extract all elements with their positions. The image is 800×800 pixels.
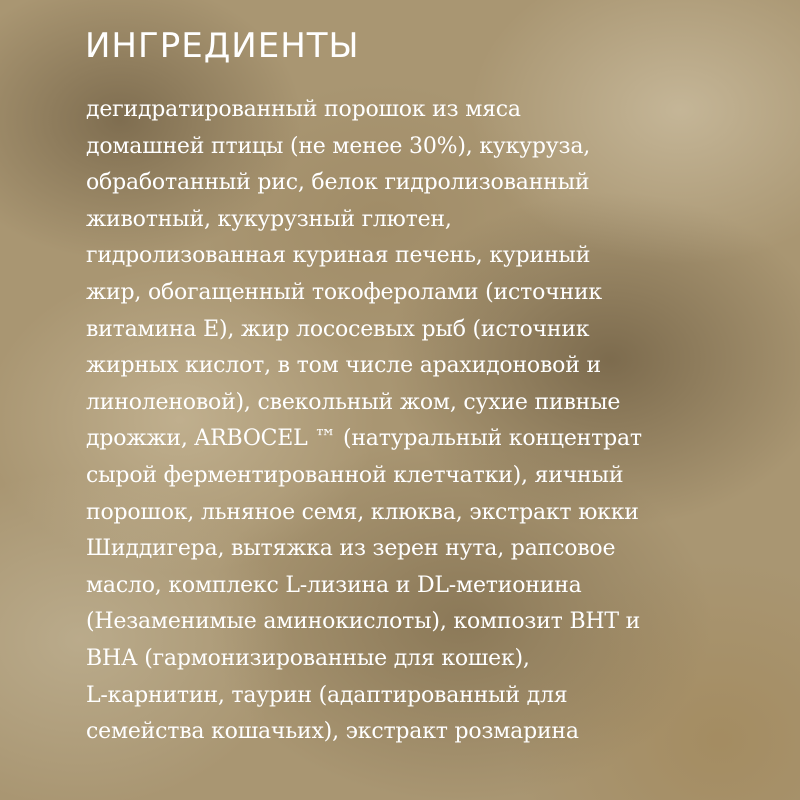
- ingredients-heading: ИНГРЕДИЕНТЫ: [85, 26, 360, 66]
- ingredients-line: L-карнитин, таурин (адаптированный для: [86, 682, 568, 708]
- ingredients-line: обработанный рис, белок гидролизованный: [86, 170, 590, 196]
- ingredients-line: масло, комплекс L-лизина и DL-метионина: [86, 572, 582, 598]
- ingredients-line: животный, кукурузный глютен,: [86, 206, 452, 232]
- ingredients-line: линоленовой), свекольный жом, сухие пивные: [86, 389, 621, 415]
- ingredients-line: порошок, льняное семя, клюква, экстракт юкки: [86, 499, 639, 525]
- ingredients-line: гидролизованная куриная печень, куриный: [86, 243, 591, 269]
- ingredients-line: ВНА (гармонизированные для кошек),: [86, 645, 530, 671]
- ingredients-line: семейства кошачьих), экстракт розмарина: [86, 719, 579, 745]
- ingredients-line: дрожжи, ARBOCEL ™ (натуральный концентрат: [86, 426, 642, 452]
- ingredients-line: сырой ферментированной клетчатки), яичный: [86, 462, 624, 488]
- ingredients-text: [86, 92, 766, 751]
- ingredients-line: домашней птицы (не менее 30%), кукуруза,: [86, 133, 591, 159]
- ingredients-line: дегидратированный порошок из мяса: [86, 97, 521, 122]
- ingredients-line: витамина Е), жир лососевых рыб (источник: [86, 316, 590, 342]
- ingredients-line: (Незаменимые аминокислоты), композит ВНТ и: [86, 609, 641, 635]
- ingredients-line: жирных кислот, в том числе арахидоновой и: [86, 353, 601, 379]
- ingredients-line: Шиддигера, вытяжка из зерен нута, рапсовое: [86, 536, 616, 562]
- ingredients-line: жир, обогащенный токоферолами (источник: [86, 279, 602, 305]
